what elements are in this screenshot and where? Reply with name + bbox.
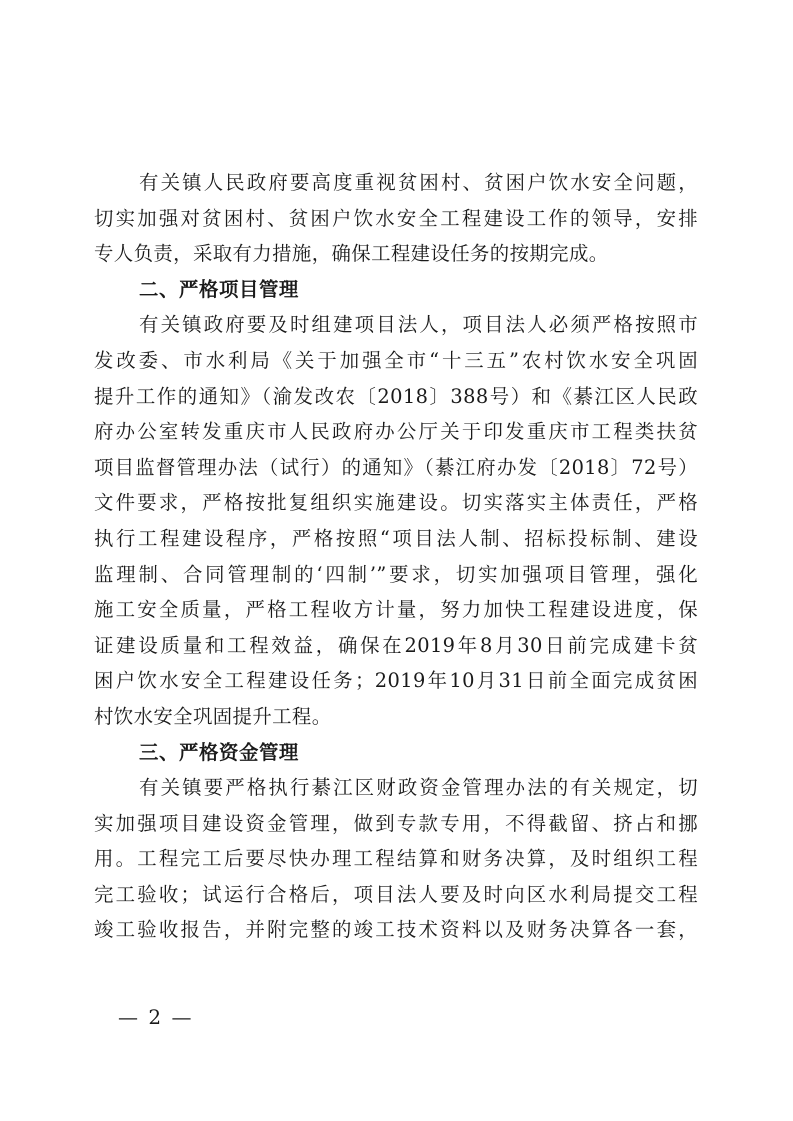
text-line: 发改委、市水利局《关于加强全市“十三五”农村饮水安全巩固 <box>94 348 698 372</box>
text-line: 村饮水安全巩固提升工程。 <box>94 704 332 728</box>
text-line: 困户饮水安全工程建设任务；2019年10月31日前全面完成贫困 <box>94 669 698 693</box>
text-line: 切实加强对贫困村、贫困户饮水安全工程建设工作的领导，安排 <box>94 206 698 230</box>
text-line: 执行工程建设程序，严格按照“项目法人制、招标投标制、建设 <box>94 526 698 550</box>
text-line: 监理制、合同管理制的‘四制’”要求，切实加强项目管理，强化 <box>94 562 698 586</box>
text-line: 有关镇人民政府要高度重视贫困村、贫困户饮水安全问题， <box>139 171 698 194</box>
text-line: 完工验收；试运行合格后，项目法人要及时向区水利局提交工程 <box>94 882 698 906</box>
text-line: 竣工验收报告，并附完整的竣工技术资料以及财务决算各一套， <box>94 918 698 942</box>
text-line: 施工安全质量，严格工程收方计量，努力加快工程建设进度，保 <box>94 598 698 622</box>
paragraph-2 <box>94 307 698 734</box>
text-line: 实加强项目建设资金管理，做到专款专用，不得截留、挤占和挪 <box>94 811 698 835</box>
section-heading-3: 三、严格资金管理 <box>139 740 299 764</box>
text-line: 府办公室转发重庆市人民政府办公厅关于印发重庆市工程类扶贫 <box>94 420 698 444</box>
text-line: 有关镇要严格执行綦江区财政资金管理办法的有关规定，切 <box>139 776 698 800</box>
document-body <box>94 165 698 948</box>
text-line: 证建设质量和工程效益，确保在2019年8月30日前完成建卡贫 <box>94 633 698 657</box>
page-number: — 2 — <box>118 1005 194 1029</box>
text-line: 专人负责，采取有力措施，确保工程建设任务的按期完成。 <box>94 242 609 266</box>
text-line: 文件要求，严格按批复组织实施建设。切实落实主体责任，严格 <box>94 491 698 515</box>
text-line: 项目监督管理办法（试行）的通知》（綦江府办发〔2018〕72号） <box>94 455 698 479</box>
text-line: 有关镇政府要及时组建项目法人，项目法人必须严格按照市 <box>139 313 698 337</box>
paragraph-1 <box>94 165 698 272</box>
text-line: 提升工作的通知》（渝发改农〔2018〕388号）和《綦江区人民政 <box>94 384 698 408</box>
section-heading-2: 二、严格项目管理 <box>139 277 299 301</box>
text-line: 用。工程完工后要尽快办理工程结算和财务决算，及时组织工程 <box>94 847 698 871</box>
paragraph-3 <box>94 770 698 948</box>
